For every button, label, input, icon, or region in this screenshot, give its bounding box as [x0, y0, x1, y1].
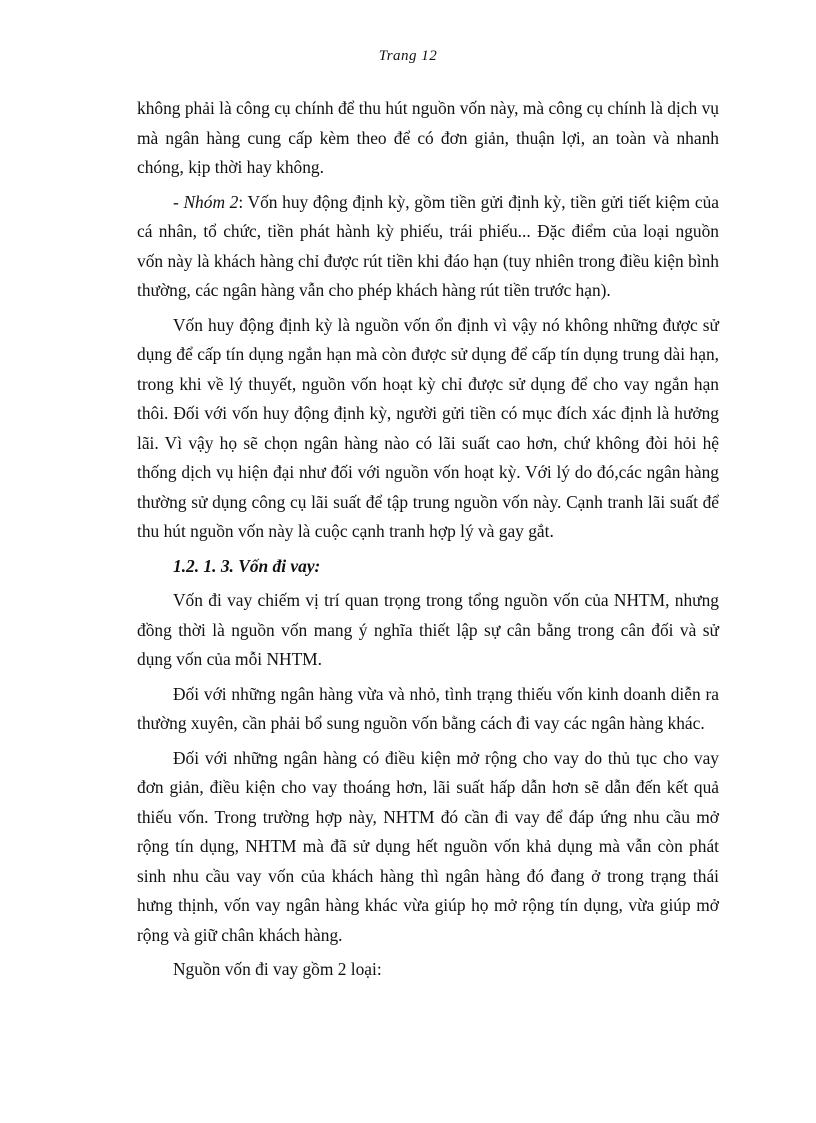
paragraph-periodic-capital: Vốn huy động định kỳ là nguồn vốn ổn định vì vậy nó không những được sử dụng để cấp tín dụng ngắn hạn mà còn được sử dụng để cấp tín dụng trung dài hạn, trong khi về lý thuyết, nguồn vốn hoạt kỳ chỉ được sử dụng để cho vay ngắn hạn thôi. Đối với vốn huy động định kỳ, người gửi tiền có mục đích xác định là hưởng lãi. Vì vậy họ sẽ chọn ngân hàng nào có lãi suất cao hơn, chứ không đòi hỏi hệ thống dịch vụ hiện đại như đối với nguồn vốn hoạt kỳ. Với lý do đó,các ngân hàng thường sử dụng công cụ lãi suất để tập trung nguồn vốn này. Cạnh tranh lãi suất để thu hút nguồn vốn này là cuộc cạnh tranh hợp lý và gay gắt.	[137, 314, 719, 541]
group-2-label: Nhóm 2	[183, 191, 239, 212]
paragraph-borrowed-capital: Vốn đi vay chiếm vị trí quan trọng trong tổng nguồn vốn của NHTM, nhưng đồng thời là nguồn vốn mang ý nghĩa thiết lập sự cân bằng trong cân đối và sử dụng vốn của mỗi NHTM.	[137, 590, 719, 669]
page-header: Trang 12	[378, 48, 438, 64]
paragraph-expanding-banks: Đối với những ngân hàng có điều kiện mở rộng cho vay do thủ tục cho vay đơn giản, điều kiện cho vay thoáng hơn, lãi suất hấp dẫn hơn sẽ dẫn đến kết quả thiếu vốn. Trong trường hợp này, NHTM đó cần đi vay để đáp ứng nhu cầu mở rộng tín dụng, NHTM mà đã sử dụng hết nguồn vốn khả dụng mà vẫn còn phát sinh nhu cầu vay vốn của khách hàng thì ngân hàng đó đang ở trong trạng thái hưng thịnh, vốn vay ngân hàng khác vừa giúp họ mở rộng tín dụng, vừa giúp mở rộng và giữ chân khách hàng.	[137, 747, 719, 945]
section-heading: 1.2. 1. 3. Vốn đi vay:	[173, 555, 321, 576]
paragraph-continuation: không phải là công cụ chính để thu hút nguồn vốn này, mà công cụ chính là dịch vụ mà ngân hàng cung cấp kèm theo để có đơn giản, thuận lợi, an toàn và nhanh chóng, kịp thời hay không.	[137, 98, 719, 177]
group-2-text: : Vốn huy động định kỳ, gồm tiền gửi định kỳ, tiền gửi tiết kiệm của cá nhân, tổ chức, tiền phát hành kỳ phiếu, trái phiếu... Đặc điểm của loại nguồn vốn này là khách hàng chỉ được rút tiền khi đáo hạn (tuy nhiên trong điều kiện bình thường, các ngân hàng vẫn cho phép khách hàng rút tiền trước hạn).	[137, 191, 719, 300]
list-dash: -	[173, 191, 184, 212]
page-body	[137, 94, 719, 985]
paragraph-borrowed-types: Nguồn vốn đi vay gồm 2 loại:	[173, 959, 382, 979]
paragraph-group-2	[137, 188, 719, 306]
paragraph-small-banks: Đối với những ngân hàng vừa và nhỏ, tình trạng thiếu vốn kinh doanh diễn ra thường xuyên, cần phải bổ sung nguồn vốn bằng cách đi vay các ngân hàng khác.	[137, 683, 719, 733]
